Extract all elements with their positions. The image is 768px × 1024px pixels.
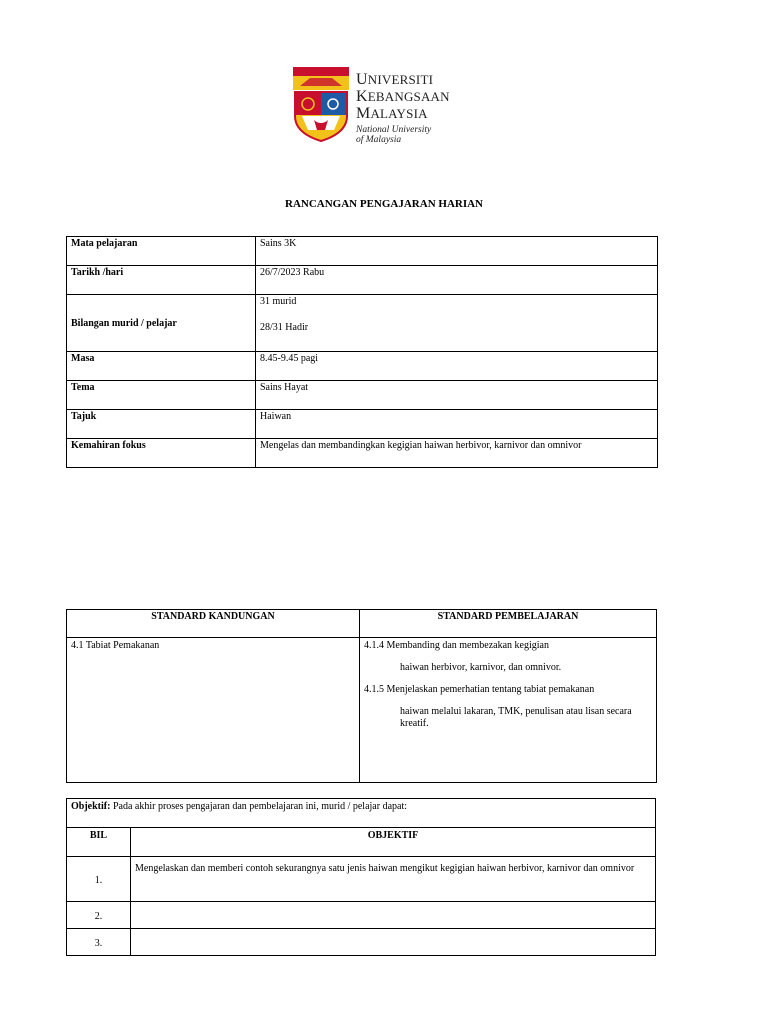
- objective-header: OBJEKTIF: [131, 828, 656, 857]
- students-count: 31 murid: [260, 296, 297, 307]
- table-row: [67, 902, 656, 929]
- subject-value: Sains 3K: [256, 237, 658, 266]
- table-row: [67, 266, 658, 295]
- table-row: [67, 929, 656, 956]
- topic-label: Tajuk: [67, 410, 256, 439]
- university-logo: [292, 66, 452, 145]
- objectives-table: [66, 798, 656, 956]
- lesson-info-table: [66, 236, 658, 468]
- date-label: Tarikh /hari: [67, 266, 256, 295]
- table-header-row: [67, 610, 657, 638]
- standards-table: [66, 609, 657, 783]
- objective-text: [131, 929, 656, 956]
- subject-label: Mata pelajaran: [67, 237, 256, 266]
- content-standard-cell: [67, 638, 360, 783]
- logo-text: NIVERSITI: [367, 72, 434, 87]
- table-row: [67, 857, 656, 902]
- logo-text: K: [356, 88, 368, 105]
- students-label: Bilangan murid / pelajar: [67, 295, 256, 352]
- time-label: Masa: [67, 352, 256, 381]
- table-row: [67, 352, 658, 381]
- logo-text: EBANGSAAN: [367, 89, 450, 104]
- objective-text: [131, 902, 656, 929]
- objective-number: 2.: [67, 902, 131, 929]
- theme-label: Tema: [67, 381, 256, 410]
- table-row: [67, 799, 656, 828]
- learning-standard-header: STANDARD PEMBELAJARAN: [360, 610, 657, 638]
- content-standard-header: STANDARD KANDUNGAN: [67, 610, 360, 638]
- learning-standard-item: 4.1.5 Menjelaskan pemerhatian tentang tabiat pemakanan: [364, 684, 595, 695]
- objectives-intro-text: Pada akhir proses pengajaran dan pembelajaran ini, murid / pelajar dapat:: [110, 801, 408, 812]
- learning-standard-item: haiwan melalui lakaran, TMK, penulisan atau lisan secara kreatif.: [400, 706, 632, 729]
- students-value: [256, 295, 658, 352]
- table-row: [67, 237, 658, 266]
- table-row: [67, 638, 657, 783]
- table-row: [67, 410, 658, 439]
- bil-header: BIL: [67, 828, 131, 857]
- date-value: 26/7/2023 Rabu: [256, 266, 658, 295]
- objective-number: 3.: [67, 929, 131, 956]
- objective-text: Mengelaskan dan memberi contoh sekurangnya satu jenis haiwan mengikut kegigian haiwan herbivor, karnivor dan omnivor: [131, 857, 656, 902]
- table-row: [67, 295, 658, 352]
- table-row: [67, 439, 658, 468]
- objectives-intro: [67, 799, 656, 828]
- skill-value: Mengelas dan membandingkan kegigian haiwan herbivor, karnivor dan omnivor: [256, 439, 658, 468]
- logo-text: ALAYSIA: [370, 106, 428, 121]
- table-row: [67, 381, 658, 410]
- logo-subtitle: National University: [356, 125, 432, 135]
- table-header-row: [67, 828, 656, 857]
- topic-value: Haiwan: [256, 410, 658, 439]
- objectives-label: Objektif:: [71, 801, 111, 812]
- theme-value: Sains Hayat: [256, 381, 658, 410]
- logo-text: U: [356, 71, 368, 88]
- learning-standard-cell: [360, 638, 657, 783]
- document-title: RANCANGAN PENGAJARAN HARIAN: [285, 198, 483, 210]
- learning-standard-item: 4.1.4 Membanding dan membezakan kegigian: [364, 640, 549, 651]
- students-attendance: 28/31 Hadir: [260, 322, 309, 333]
- logo-subtitle: of Malaysia: [356, 135, 402, 145]
- logo-text: M: [356, 105, 371, 122]
- objective-number: 1.: [67, 857, 131, 902]
- learning-standard-item: haiwan herbivor, karnivor, dan omnivor.: [400, 662, 562, 673]
- content-standard-item: 4.1 Tabiat Pemakanan: [71, 640, 160, 651]
- skill-label: Kemahiran fokus: [67, 439, 256, 468]
- ukm-crest-icon: [292, 66, 350, 142]
- time-value: 8.45-9.45 pagi: [256, 352, 658, 381]
